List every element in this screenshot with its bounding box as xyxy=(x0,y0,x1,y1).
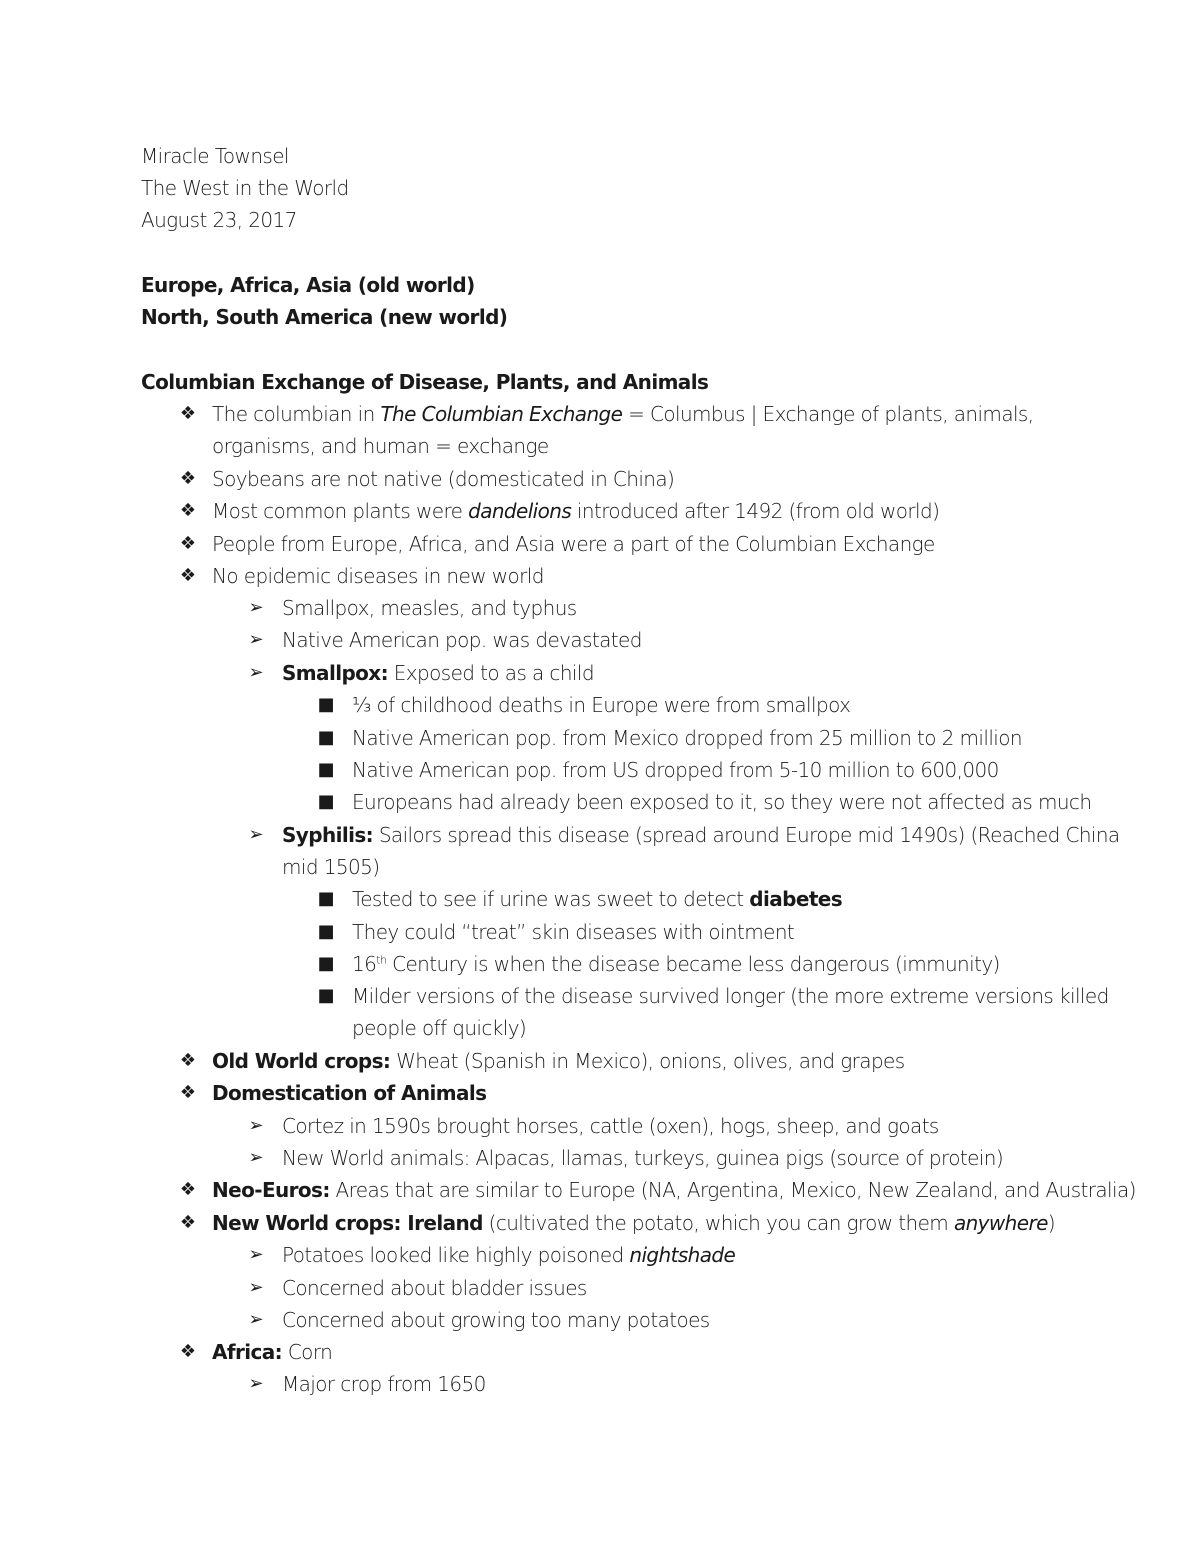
sub-sub-list-item: ⅓ of childhood deaths in Europe were from smallpox xyxy=(352,693,851,717)
arrow-bullet-icon: ➢ xyxy=(248,1147,264,1168)
sub-sub-list-item: Native American pop. from US dropped from 5-10 million to 600,000 xyxy=(352,758,999,782)
sub-sub-list-item: Europeans had already been exposed to it, so they were not affected as much xyxy=(352,790,1092,814)
sub-list-item: Smallpox, measles, and typhus xyxy=(282,596,577,620)
list-item-continuation: organisms, and human = exchange xyxy=(212,434,549,458)
arrow-bullet-icon: ➢ xyxy=(248,1277,264,1298)
diamond-bullet-icon: ❖ xyxy=(179,1050,197,1071)
arrow-bullet-icon: ➢ xyxy=(248,824,264,845)
sub-list-item: Concerned about bladder issues xyxy=(282,1276,587,1300)
list-item: Neo-Euros: Areas that are similar to Europe (NA, Argentina, Mexico, New Zealand, and Australia) xyxy=(212,1178,1136,1202)
list-item: Soybeans are not native (domesticated in China) xyxy=(212,467,675,491)
square-bullet-icon: ■ xyxy=(317,953,335,974)
square-bullet-icon: ■ xyxy=(317,888,335,909)
list-item: Domestication of Animals xyxy=(212,1081,487,1105)
square-bullet-icon: ■ xyxy=(317,694,335,715)
sub-list-item: Concerned about growing too many potatoes xyxy=(282,1308,710,1332)
sub-sub-list-item: 16th Century is when the disease became less dangerous (immunity) xyxy=(352,952,1000,976)
square-bullet-icon: ■ xyxy=(317,791,335,812)
sub-sub-list-item: Milder versions of the disease survived longer (the more extreme versions killed xyxy=(352,984,1109,1008)
sub-list-item: Cortez in 1590s brought horses, cattle (oxen), hogs, sheep, and goats xyxy=(282,1114,939,1138)
diamond-bullet-icon: ❖ xyxy=(179,500,197,521)
sub-sub-list-item-continuation: people off quickly) xyxy=(352,1016,527,1040)
diamond-bullet-icon: ❖ xyxy=(179,1082,197,1103)
list-item: Africa: Corn xyxy=(212,1340,333,1364)
list-item: Old World crops: Wheat (Spanish in Mexico), onions, olives, and grapes xyxy=(212,1049,905,1073)
author-name: Miracle Townsel xyxy=(141,144,289,168)
sub-list-item-continuation: mid 1505) xyxy=(282,855,380,879)
square-bullet-icon: ■ xyxy=(317,985,335,1006)
sub-list-item: Smallpox: Exposed to as a child xyxy=(282,661,594,685)
diamond-bullet-icon: ❖ xyxy=(179,1179,197,1200)
diamond-bullet-icon: ❖ xyxy=(179,468,197,489)
arrow-bullet-icon: ➢ xyxy=(248,597,264,618)
date: August 23, 2017 xyxy=(141,208,297,232)
sub-list-item: New World animals: Alpacas, llamas, turkeys, guinea pigs (source of protein) xyxy=(282,1146,1004,1170)
old-world-heading: Europe, Africa, Asia (old world) xyxy=(141,273,475,297)
list-item: New World crops: Ireland (cultivated the potato, which you can grow them anywhere) xyxy=(212,1211,1055,1235)
sub-sub-list-item: They could “treat” skin diseases with ointment xyxy=(352,920,795,944)
new-world-heading: North, South America (new world) xyxy=(141,305,508,329)
course-title: The West in the World xyxy=(141,176,349,200)
arrow-bullet-icon: ➢ xyxy=(248,1115,264,1136)
arrow-bullet-icon: ➢ xyxy=(248,1309,264,1330)
diamond-bullet-icon: ❖ xyxy=(179,533,197,554)
diamond-bullet-icon: ❖ xyxy=(179,1212,197,1233)
arrow-bullet-icon: ➢ xyxy=(248,629,264,650)
list-item: No epidemic diseases in new world xyxy=(212,564,544,588)
square-bullet-icon: ■ xyxy=(317,921,335,942)
list-item: Most common plants were dandelions introduced after 1492 (from old world) xyxy=(212,499,940,523)
sub-list-item: Syphilis: Sailors spread this disease (spread around Europe mid 1490s) (Reached China xyxy=(282,823,1120,847)
arrow-bullet-icon: ➢ xyxy=(248,1244,264,1265)
arrow-bullet-icon: ➢ xyxy=(248,662,264,683)
square-bullet-icon: ■ xyxy=(317,727,335,748)
sub-list-item: Major crop from 1650 xyxy=(282,1372,486,1396)
diamond-bullet-icon: ❖ xyxy=(179,565,197,586)
arrow-bullet-icon: ➢ xyxy=(248,1373,264,1394)
list-item: The columbian in The Columbian Exchange = Columbus | Exchange of plants, animals, xyxy=(212,402,1034,426)
sub-list-item: Native American pop. was devastated xyxy=(282,628,642,652)
section-title: Columbian Exchange of Disease, Plants, and Animals xyxy=(141,370,709,394)
diamond-bullet-icon: ❖ xyxy=(179,403,197,424)
sub-sub-list-item: Native American pop. from Mexico dropped from 25 million to 2 million xyxy=(352,726,1022,750)
sub-sub-list-item: Tested to see if urine was sweet to detect diabetes xyxy=(352,887,843,911)
sub-list-item: Potatoes looked like highly poisoned nightshade xyxy=(282,1243,736,1267)
diamond-bullet-icon: ❖ xyxy=(179,1341,197,1362)
list-item: People from Europe, Africa, and Asia were a part of the Columbian Exchange xyxy=(212,532,935,556)
square-bullet-icon: ■ xyxy=(317,759,335,780)
